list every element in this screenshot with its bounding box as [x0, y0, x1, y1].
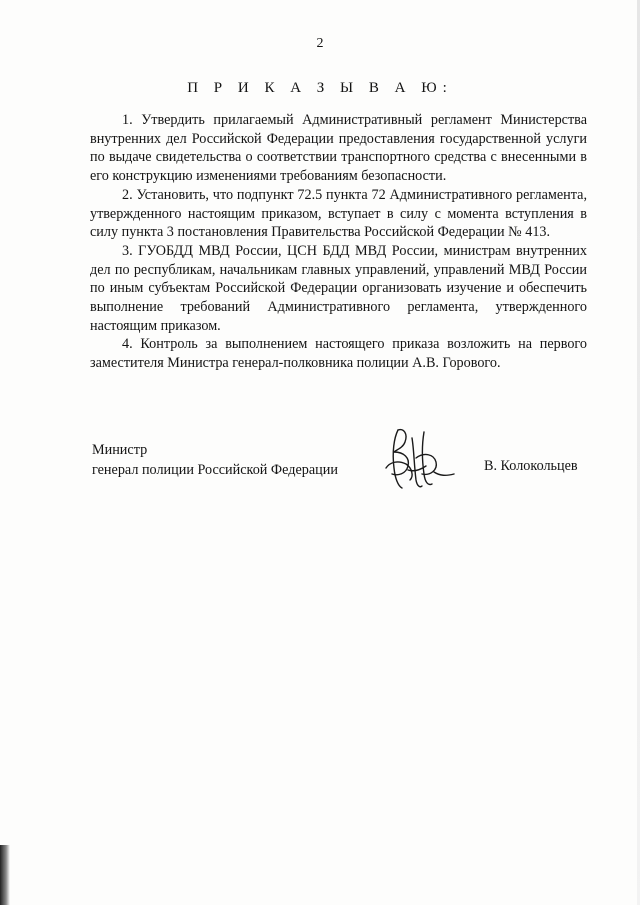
handwritten-signature — [378, 424, 458, 492]
order-body — [90, 111, 587, 373]
page-number: 2 — [316, 36, 324, 51]
order-heading: П Р И К А З Ы В А Ю: — [187, 80, 453, 96]
signatory-name: В. Колокольцев — [484, 458, 578, 474]
order-item-2: 2. Установить, что подпункт 72.5 пункта 72 Административного регламента, утвержденного настоящим приказом, вступает в силу с момента вступления в силу пункта 3 постановления Правительства Российской Федерации № 413. — [90, 186, 587, 241]
order-item-3: 3. ГУОБДД МВД России, ЦСН БДД МВД России, министрам внутренних дел по республикам, начальникам главных управлений, управлений МВД России по иным субъектам Российской Федерации организовать изучение и обеспечить выполнение требований Административного регламента, утвержденного настоящим приказом. — [90, 242, 587, 334]
order-item-4: 4. Контроль за выполнением настоящего приказа возложить на первого заместителя Министра генерал-полковника полиции А.В. Горового. — [90, 336, 587, 372]
signatory-position: Министр — [92, 442, 148, 458]
order-item-1: 1. Утвердить прилагаемый Административный регламент Министерства внутренних дел Российской Федерации предоставления государственной услуги по выдаче свидетельства о соответствии транспортного средства с внесенными в его конструкцию изменениями требованиям безопасности. — [90, 112, 587, 185]
scan-edge-mark — [0, 845, 10, 905]
signatory-rank: генерал полиции Российской Федерации — [92, 462, 338, 478]
